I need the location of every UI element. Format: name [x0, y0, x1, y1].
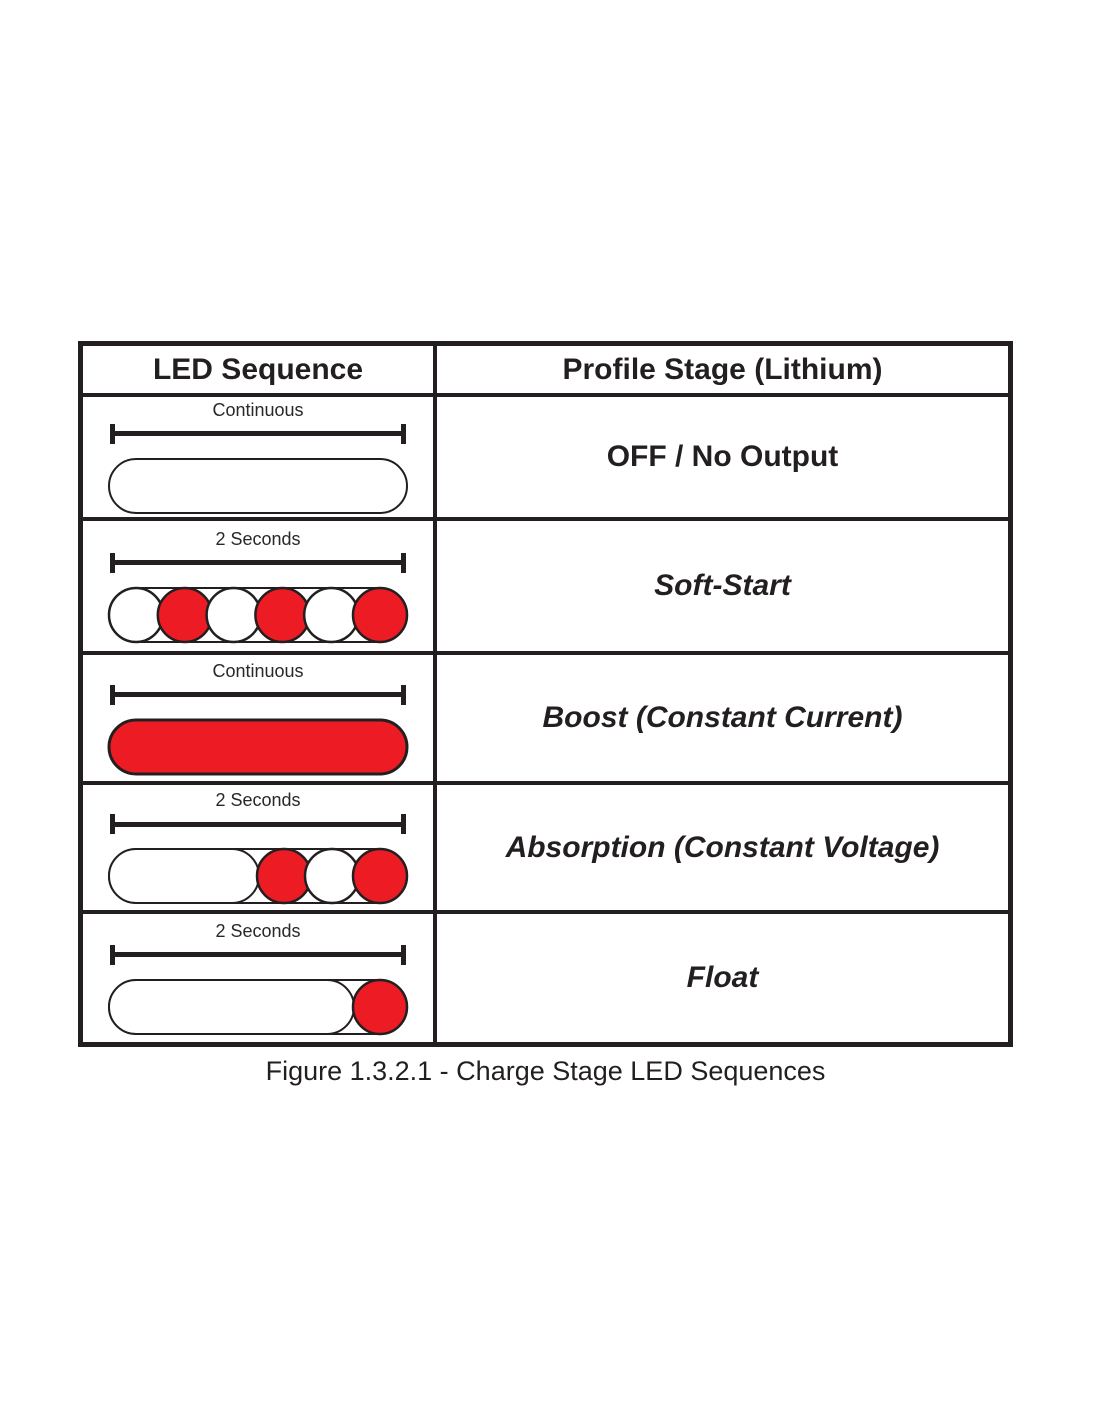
- duration-dimension-line: [110, 945, 406, 965]
- duration-label: Continuous: [212, 399, 304, 420]
- header-cell-profile-stage: [437, 346, 1008, 393]
- stage-cell-boost: [437, 655, 1008, 781]
- led-sequence-cell-boost: [83, 655, 433, 781]
- header-led-sequence-label: LED Sequence: [152, 352, 364, 386]
- duration-label: Continuous: [212, 660, 304, 681]
- stage-label: Boost (Constant Current): [542, 701, 903, 734]
- stage-cell-soft-start: [437, 521, 1008, 651]
- duration-dimension-line: [110, 814, 406, 834]
- led-pill-diagram-boost: [107, 718, 409, 776]
- led-sequence-cell-off: [83, 397, 433, 517]
- header-profile-stage-label: Profile Stage (Lithium): [562, 352, 883, 386]
- led-sequence-cell-float: [83, 914, 433, 1042]
- duration-label: 2 Seconds: [215, 790, 301, 810]
- stage-cell-off: [437, 397, 1008, 517]
- stage-cell-float: [437, 914, 1008, 1042]
- header-cell-led-sequence: [83, 346, 433, 393]
- led-sequence-table: [78, 341, 1013, 1047]
- stage-label: OFF / No Output: [606, 440, 839, 473]
- duration-dimension-line: [110, 685, 406, 705]
- led-pill-diagram-off: [107, 457, 409, 515]
- figure-caption: Figure 1.3.2.1 - Charge Stage LED Sequences: [265, 1056, 826, 1086]
- duration-label: 2 Seconds: [215, 920, 301, 941]
- stage-label: Absorption (Constant Voltage): [505, 830, 940, 864]
- stage-label: Float: [686, 961, 759, 994]
- led-sequence-cell-soft-start: [83, 521, 433, 651]
- led-pill-diagram-soft-start: [107, 586, 409, 644]
- stage-cell-absorption: [437, 785, 1008, 910]
- led-pill-diagram-absorption: [107, 847, 409, 905]
- led-sequence-cell-absorption: [83, 785, 433, 910]
- duration-dimension-line: [110, 424, 406, 444]
- duration-dimension-line: [110, 553, 406, 573]
- stage-label: Soft-Start: [654, 569, 791, 602]
- duration-label: 2 Seconds: [215, 528, 301, 549]
- led-pill-diagram-float: [107, 978, 409, 1036]
